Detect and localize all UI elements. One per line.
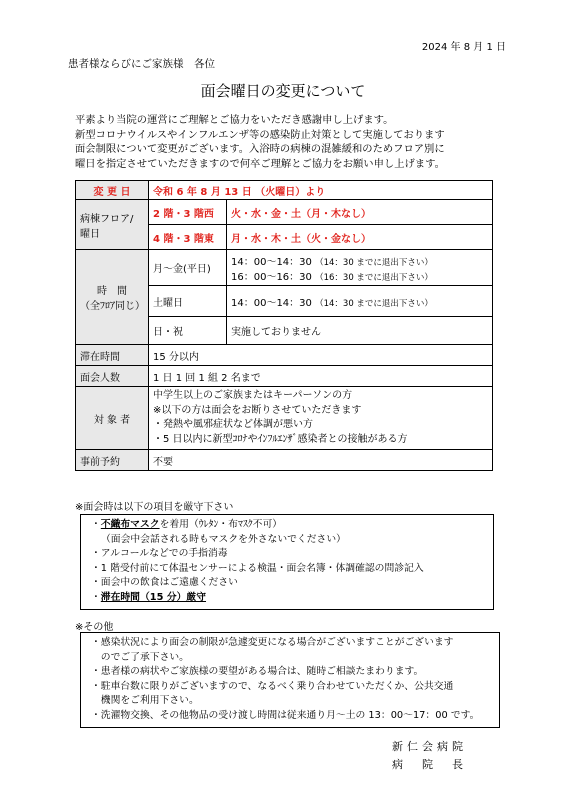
change-date-label: 変 更 日 xyxy=(76,181,149,200)
others-heading: ※その他 xyxy=(75,622,114,633)
other-line: のでご了承下さい。 xyxy=(91,651,189,663)
other-line: ・洗濯物交換、その他物品の受け渡し時間は従来通り月～土の 13：00～17：00 です。 xyxy=(91,709,480,721)
slot-time: 14：00～14：30 xyxy=(231,256,312,268)
weekday-label: 月～金(平日) xyxy=(149,250,227,286)
visitors-label: 面会人数 xyxy=(76,366,149,387)
time-label-line: 時 間 xyxy=(97,286,127,297)
rules-heading: ※面会時は以下の項目を厳守下さい xyxy=(75,502,234,513)
floor-east-name: 4 階・3 階東 xyxy=(149,225,227,250)
table-row xyxy=(76,345,493,366)
rules-box xyxy=(80,514,494,610)
rule-item xyxy=(91,518,483,533)
weekday-slot xyxy=(231,268,488,283)
other-line: ・駐車台数に限りがございますので、なるべく乗り合わせていただくか、公共交通 xyxy=(91,680,454,692)
page-title: 面会曜日の変更について xyxy=(200,82,366,100)
table-row xyxy=(76,250,493,286)
director-title: 病 院 長 xyxy=(392,758,467,771)
time-label xyxy=(76,250,149,345)
saturday-label: 土曜日 xyxy=(149,286,227,317)
intro-line: 曜日を指定させていただきますので何卒ご理解とご協力をお願い申し上げます。 xyxy=(75,158,445,171)
target-value xyxy=(149,387,493,450)
rule-item xyxy=(91,591,483,606)
rule-item: ・アルコールなどでの手指消毒 xyxy=(91,548,228,560)
time-label-line: （全ﾌﾛｱ同じ） xyxy=(80,301,145,312)
slot-time: 16：00～16：30 xyxy=(231,271,312,283)
holiday-value: 実施しておりません xyxy=(227,317,493,345)
target-line: ・発熱や風邪症状など体調が悪い方 xyxy=(153,419,313,430)
saturday-slot xyxy=(227,286,493,317)
bullet: ・ xyxy=(91,591,101,603)
slot-time: 14：00～14：30 xyxy=(231,297,312,309)
rule-text: を着用（ｳﾚﾀﾝ・布ﾏｽｸ不可） xyxy=(159,519,283,530)
floor-west-days: 火・水・金・土（月・木なし） xyxy=(227,200,493,225)
weekday-slots xyxy=(227,250,493,286)
hospital-name: 新仁会病院 xyxy=(392,740,467,753)
table-row xyxy=(76,366,493,387)
visitors-value: 1 日 1 回 1 組 2 名まで xyxy=(149,366,493,387)
bullet: ・ xyxy=(91,519,101,530)
table-row xyxy=(76,387,493,450)
intro-line: 新型コロナウイルスやインフルエンザ等の感染防止対策として実施しております xyxy=(75,128,445,141)
stay-value: 15 分以内 xyxy=(149,345,493,366)
intro-paragraph xyxy=(75,113,515,172)
intro-line: 平素より当院の運営にご理解とご協力をいただき感謝申し上げます。 xyxy=(75,114,394,126)
rule-emphasis: 不織布マスク xyxy=(100,519,160,530)
rule-item: ・面会中の飲食はご遠慮ください xyxy=(91,577,238,589)
floor-label-line: 病棟フロア/ xyxy=(80,213,134,225)
floor-label xyxy=(76,200,149,250)
rule-subitem: （面会中会話される時もマスクを外さないでください） xyxy=(101,533,346,545)
stay-label: 滞在時間 xyxy=(76,345,149,366)
table-row xyxy=(76,181,493,200)
weekday-slot xyxy=(231,253,488,268)
others-box xyxy=(80,632,500,728)
document-date: 2024 年 8 月 1 日 xyxy=(421,42,506,53)
intro-line: 面会制限について変更がございます。入浴時の病棟の混雑緩和のためフロア別に xyxy=(75,143,445,156)
table-row xyxy=(76,200,493,225)
floor-west-name: 2 階・3 階西 xyxy=(149,200,227,225)
other-line: ・感染状況により面会の制限が急遽変更になる場合がございますことがございます xyxy=(91,637,454,648)
rule-item: ・1 階受付前にて体温センサーによる検温・面会名簿・体調確認の問診記入 xyxy=(91,562,424,574)
target-line: ・5 日以内に新型ｺﾛﾅやｲﾝﾌﾙｴﾝｻﾞ感染者との接触がある方 xyxy=(153,433,408,445)
target-label: 対 象 者 xyxy=(76,387,149,450)
holiday-label: 日・祝 xyxy=(149,317,227,345)
target-line: ※以下の方は面会をお断りさせていただきます xyxy=(153,404,362,416)
slot-note: （14：30 までに退出下さい） xyxy=(315,257,433,268)
floor-east-days: 月・水・木・土（火・金なし） xyxy=(227,225,493,250)
slot-note: （16：30 までに退出下さい） xyxy=(315,272,433,283)
floor-label-line: 曜日 xyxy=(80,228,100,240)
visit-info-table xyxy=(75,180,493,471)
other-line: ・患者様の病状やご家族様の要望がある場合は、随時ご相談たまわります。 xyxy=(91,666,424,678)
table-row xyxy=(76,450,493,471)
target-line: 中学生以上のご家族またはキーパーソンの方 xyxy=(153,390,353,401)
change-date-value: 令和 6 年 8 月 13 日 （火曜日）より xyxy=(149,181,493,200)
reservation-value: 不要 xyxy=(149,450,493,471)
other-line: 機関をご利用下さい。 xyxy=(91,695,199,707)
reservation-label: 事前予約 xyxy=(76,450,149,471)
addressee: 患者様ならびにご家族様 各位 xyxy=(68,58,215,70)
slot-note: （14：30 までに退出下さい） xyxy=(315,298,433,309)
rule-emphasis: 滞在時間（15 分）厳守 xyxy=(100,591,207,603)
